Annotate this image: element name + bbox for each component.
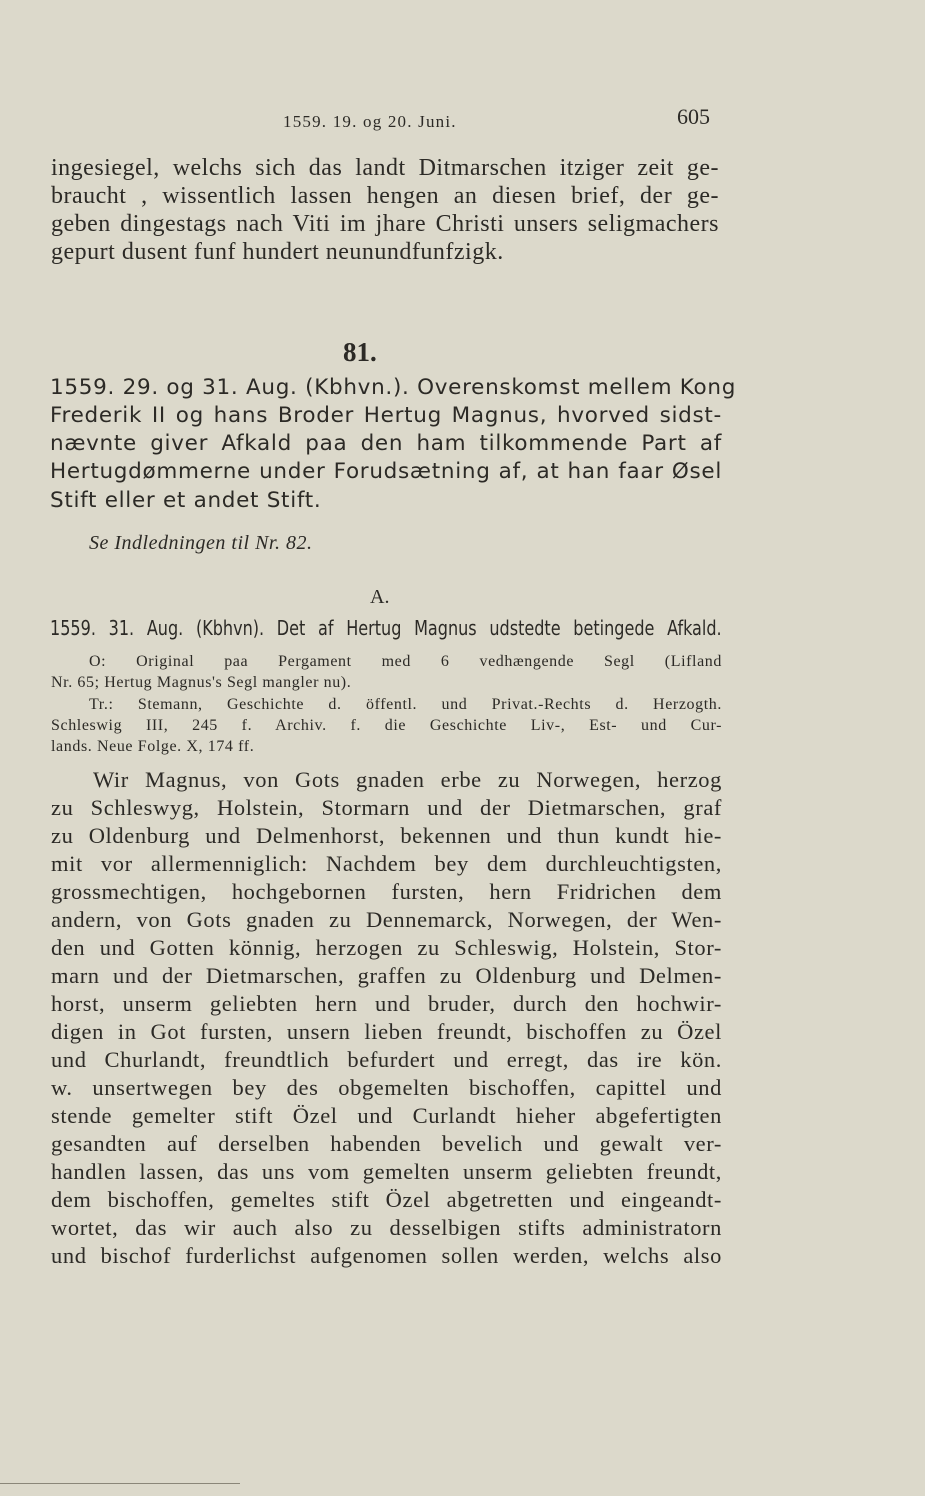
body-line: Wir Magnus, von Gots gnaden erbe zu Norwegen, herzog — [93, 767, 722, 792]
heading-line: Frederik II og hans Broder Hertug Magnus, hvorved sidst- — [50, 403, 722, 428]
body-line: mit vor allermenniglich: Nachdem bey dem durchleuchtigsten, — [51, 851, 722, 876]
body-line: horst, unserm geliebten hern und bruder, durch den hochwir- — [51, 991, 722, 1016]
source-line: Schleswig III, 245 f. Archiv. f. die Geschichte Liv-, Est- und Cur- — [51, 717, 722, 734]
body-line: stende gemelter stift Özel und Curlandt hieher abgefertigten — [51, 1103, 722, 1128]
document-number: 81. — [343, 337, 377, 367]
see-note: Se Indledningen til Nr. 82. — [89, 532, 313, 554]
source-line: lands. Neue Folge. X, 174 ff. — [51, 738, 255, 755]
body-line: dem bischoffen, gemeltes stift Özel abgetretten und eingeandt- — [51, 1187, 722, 1212]
body-line: zu Oldenburg und Delmenhorst, bekennen und thun kundt hie- — [51, 823, 722, 848]
bottom-rule — [0, 1483, 240, 1484]
heading-line: Hertugdømmerne under Forudsætning af, at han faar Øsel — [50, 459, 722, 484]
body-line: grossmechtigen, hochgebornen fursten, hern Fridrichen dem — [51, 879, 722, 904]
body-line: marn und der Dietmarschen, graffen zu Oldenburg und Delmen- — [51, 963, 722, 988]
body-line: andern, von Gots gnaden zu Dennemarck, Norwegen, der Wen- — [51, 907, 722, 932]
page-number: 605 — [677, 104, 710, 129]
source-line: Nr. 65; Hertug Magnus's Segl mangler nu). — [51, 674, 352, 691]
heading-line: Stift eller et andet Stift. — [50, 488, 322, 513]
subheading: 1559. 31. Aug. (Kbhvn). Det af Hertug Magnus udstedte betingede Afkald. — [50, 616, 722, 640]
intro-line: geben dingestags nach Viti im jhare Christi unsers seligmachers — [51, 211, 719, 237]
body-line: und Churlandt, freundtlich befurdert und erregt, das ire kön. — [51, 1047, 722, 1072]
running-head: 1559. 19. og 20. Juni. — [283, 112, 457, 131]
body-line: und bischof furderlichst aufgenomen sollen werden, welchs also — [51, 1243, 722, 1268]
source-line: Tr.: Stemann, Geschichte d. öffentl. und Privat.-Rechts d. Herzogth. — [89, 696, 722, 713]
body-line: den und Gotten könnig, herzogen zu Schleswig, Holstein, Stor- — [51, 935, 722, 960]
body-line: zu Schleswyg, Holstein, Stormarn und der Dietmarschen, graf — [51, 795, 722, 820]
body-line: wortet, das wir auch also zu desselbigen stifts administratorn — [51, 1215, 722, 1240]
body-line: gesandten auf derselben habenden bevelich und gewalt ver- — [51, 1131, 722, 1156]
section-letter: A. — [370, 586, 390, 608]
body-line: handlen lassen, das uns vom gemelten unserm geliebten freundt, — [51, 1159, 722, 1184]
body-line: w. unsertwegen bey des obgemelten bischoffen, capittel und — [51, 1075, 722, 1100]
body-line: digen in Got fursten, unsern lieben freundt, bischoffen zu Özel — [51, 1019, 722, 1044]
intro-line: gepurt dusent funf hundert neunundfunfzigk. — [51, 239, 504, 265]
intro-line: braucht , wissentlich lassen hengen an diesen brief, der ge- — [51, 183, 719, 209]
heading-line: 1559. 29. og 31. Aug. (Kbhvn.). Overenskomst mellem Kong — [50, 375, 737, 400]
heading-line: nævnte giver Afkald paa den ham tilkommende Part af — [50, 431, 722, 456]
source-line: O: Original paa Pergament med 6 vedhængende Segl (Lifland — [89, 653, 722, 670]
intro-line: ingesiegel, welchs sich das landt Ditmarschen itziger zeit ge- — [51, 155, 719, 181]
